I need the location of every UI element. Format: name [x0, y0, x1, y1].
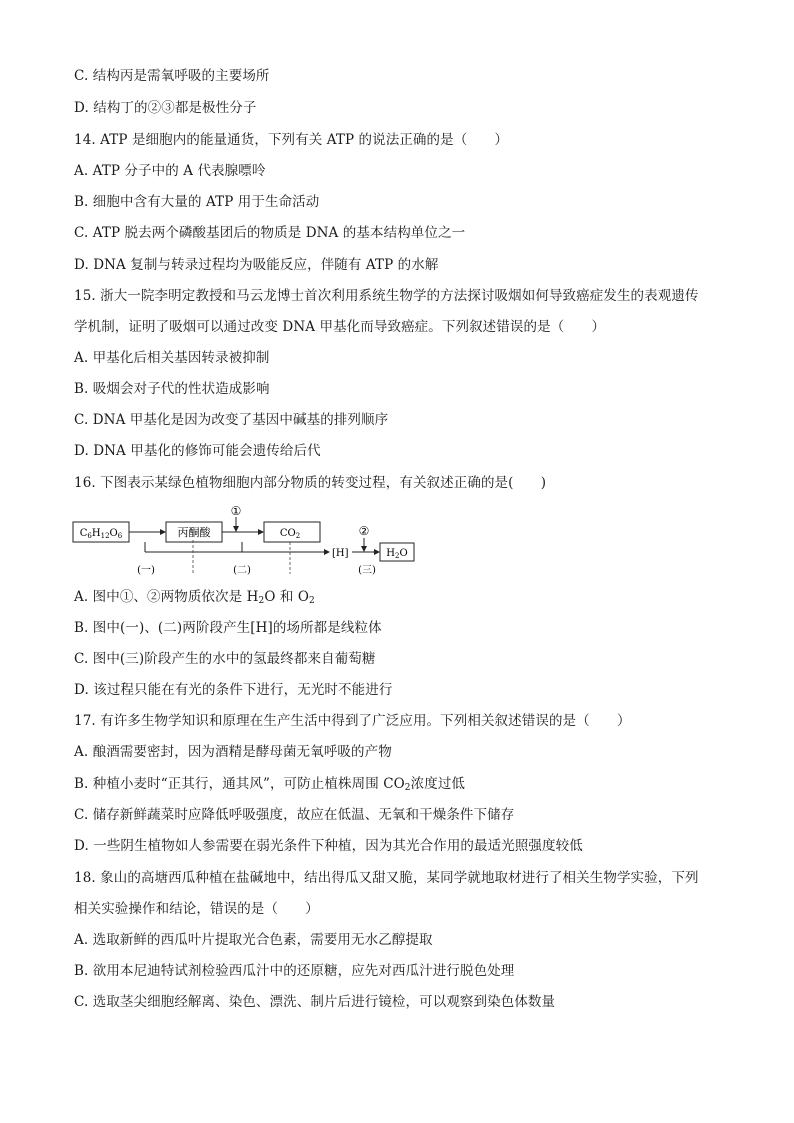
pyruvate-box: [166, 522, 222, 542]
option-13d: D. 结构丁的②③都是极性分子: [74, 100, 257, 116]
question-15-stem-line1: 15. 浙大一院李明定教授和马云龙博士首次利用系统生物学的方法探讨吸烟如何导致癌症发生的表观遗传: [74, 288, 699, 304]
pyruvate-label: 丙酮酸: [177, 526, 211, 539]
marker-1: ①: [230, 504, 242, 518]
marker-2: ②: [358, 524, 370, 538]
arrowhead-water: [374, 549, 380, 555]
option-14a: A. ATP 分子中的 A 代表腺嘌呤: [74, 163, 266, 179]
h-label: [H]: [332, 548, 349, 559]
stage-3-label: (三): [358, 565, 376, 576]
question-18-stem-line1: 18. 象山的高塘西瓜种植在盐碱地中，结出得瓜又甜又脆，某同学就地取材进行了相关生物学实验，下列: [74, 870, 699, 886]
option-14d: D. DNA 复制与转录过程均为吸能反应，伴随有 ATP 的水解: [74, 257, 439, 273]
respiration-diagram: [72, 502, 432, 578]
water-label: $H_2O$: [386, 548, 408, 560]
glucose-label: $C_6H_{12}O_6$: [79, 528, 123, 540]
option-15b: B. 吸烟会对子代的性状造成影响: [74, 381, 270, 397]
option-15c: C. DNA 甲基化是因为改变了基因中碱基的排列顺序: [74, 412, 389, 428]
arrowhead-marker-1: [233, 526, 239, 532]
option-15d: D. DNA 甲基化的修饰可能会遗传给后代: [74, 443, 321, 459]
water-box: [380, 543, 414, 561]
option-18b: B. 欲用本尼迪特试剂检验西瓜汁中的还原糖，应先对西瓜汁进行脱色处理: [74, 963, 515, 979]
option-16d: D. 该过程只能在有光的条件下进行，无光时不能进行: [74, 682, 393, 698]
question-18-stem-line2: 相关实验操作和结论，错误的是（ ）: [74, 901, 319, 917]
question-14-stem: 14. ATP 是细胞内的能量通货，下列有关 ATP 的说法正确的是（ ）: [74, 132, 509, 148]
arrowhead-2: [258, 529, 264, 535]
option-17d: D. 一些阴生植物如人参需要在弱光条件下种植，因为其光合作用的最适光照强度较低: [74, 838, 583, 854]
question-15-stem-line2: 学机制，证明了吸烟可以通过改变 DNA 甲基化而导致癌症。下列叙述错误的是（ ）: [74, 319, 606, 335]
option-17c: C. 储存新鲜蔬菜时应降低呼吸强度，故应在低温、无氧和干燥条件下储存: [74, 807, 515, 823]
option-16b: B. 图中(一)、(二)两阶段产生[H]的场所都是线粒体: [74, 620, 382, 636]
option-14b: B. 细胞中含有大量的 ATP 用于生命活动: [74, 194, 320, 210]
stage-1-label: (一): [137, 565, 155, 576]
stage-2-label: (二): [233, 565, 251, 576]
option-13c: C. 结构丙是需氧呼吸的主要场所: [74, 68, 270, 84]
option-15a: A. 甲基化后相关基因转录被抑制: [74, 350, 270, 366]
glucose-box: [73, 522, 129, 542]
co2-box: [264, 522, 320, 542]
co2-label: $CO_2$: [279, 528, 301, 540]
arrowhead-h: [324, 549, 330, 555]
arrowhead-marker-2: [361, 546, 367, 552]
option-17a: A. 酿酒需要密封，因为酒精是酵母菌无氧呼吸的产物: [74, 744, 392, 760]
question-16-stem: 16. 下图表示某绿色植物细胞内部分物质的转变过程，有关叙述正确的是( ): [74, 475, 547, 491]
option-18c: C. 选取茎尖细胞经解离、染色、漂洗、制片后进行镜检，可以观察到染色体数量: [74, 994, 556, 1010]
option-16a: A. 图中①、②两物质依次是 $H_2O$ 和 $O_2$: [74, 589, 315, 606]
option-18a: A. 选取新鲜的西瓜叶片提取光合色素，需要用无水乙醇提取: [74, 932, 433, 948]
arrowhead-1: [160, 529, 166, 535]
option-14c: C. ATP 脱去两个磷酸基团后的物质是 DNA 的基本结构单位之一: [74, 225, 466, 241]
option-16c: C. 图中(三)阶段产生的水中的氢最终都来自葡萄糖: [74, 651, 376, 667]
option-17b: B. 种植小麦时“正其行，通其风”，可防止植株周围 $CO_2$浓度过低: [74, 776, 466, 793]
question-17-stem: 17. 有许多生物学知识和原理在生产生活中得到了广泛应用。下列相关叙述错误的是（ ）: [74, 713, 631, 729]
